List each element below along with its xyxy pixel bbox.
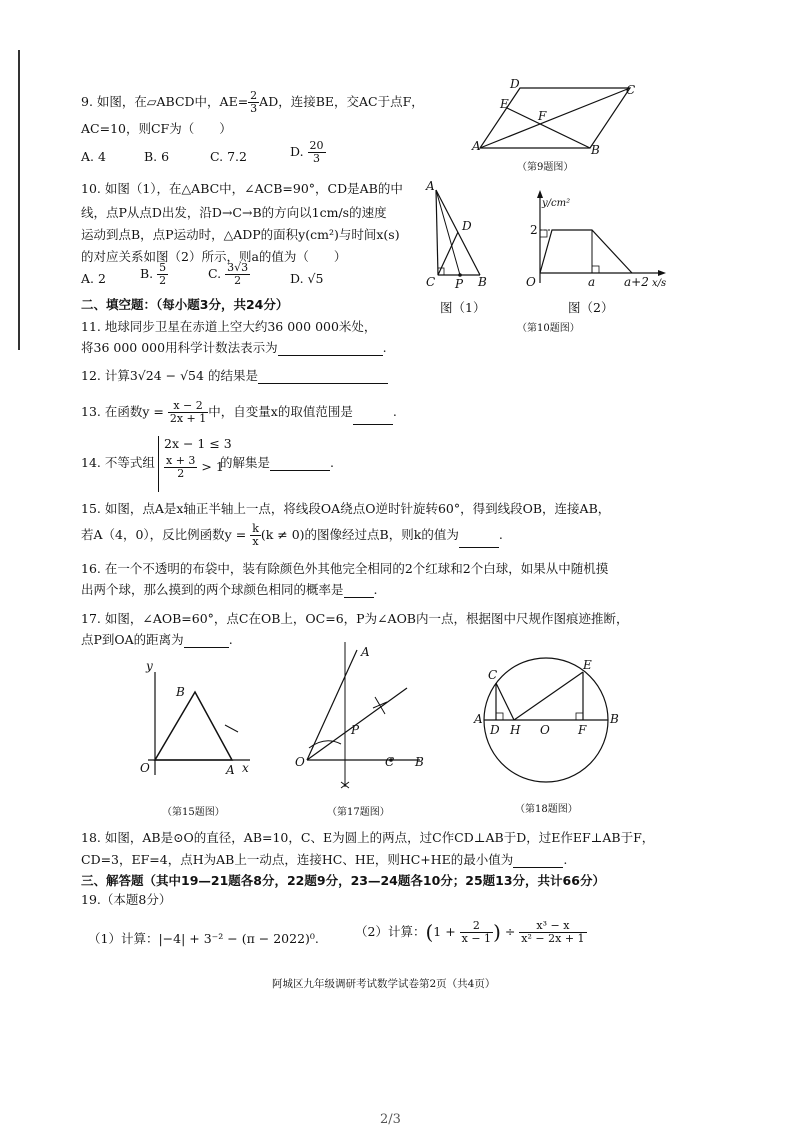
label-e: E bbox=[500, 97, 509, 111]
q10-option-b: B. $\frac{5}{2}$ bbox=[140, 261, 167, 288]
q15-answer-blank bbox=[459, 535, 499, 548]
label-b: B bbox=[176, 685, 185, 699]
q9-figure-caption: （第9题图） bbox=[517, 162, 574, 173]
q9-option-d: D. $\frac{20}{3}$ bbox=[290, 139, 324, 166]
q18-answer-blank bbox=[513, 855, 563, 868]
label-a-plus-2: a+2 bbox=[624, 275, 649, 289]
label-o: O bbox=[540, 723, 550, 737]
label-a: A bbox=[361, 645, 370, 659]
label-c: C bbox=[385, 755, 395, 769]
page-footer: 阿城区九年级调研考试数学试卷第2页（共4页） bbox=[272, 978, 496, 990]
label-o: O bbox=[140, 761, 150, 775]
q19-part2: （2）计算：(1 + $\frac{2}{x - 1}$ ) ÷ $\frac{\text{x³ − x}}{\text{x² − 2x + 1}}$ bbox=[355, 919, 585, 946]
label-a: a bbox=[588, 275, 596, 289]
label-o: O bbox=[526, 275, 536, 289]
label-d: D bbox=[510, 77, 520, 91]
q19-title: 19.（本题8分） bbox=[81, 892, 172, 907]
q14-inequality-2: $\frac{x + 3}{2}$ > 1 bbox=[166, 453, 224, 480]
q14-prefix: 14. 不等式组 bbox=[81, 455, 155, 470]
q12-answer-blank bbox=[258, 371, 388, 384]
label-f: F bbox=[538, 109, 547, 123]
label-a: A bbox=[226, 763, 235, 777]
label-o: O bbox=[295, 755, 305, 769]
q11-line2: 将36 000 000用科学计数法表示为 . bbox=[81, 340, 387, 355]
q15-figure-caption: （第15题图） bbox=[162, 807, 225, 818]
label-c: C bbox=[488, 668, 498, 682]
label-y: y bbox=[146, 659, 153, 673]
label-e: E bbox=[583, 658, 592, 672]
q12-text: 12. 计算3√24 − √54 的结果是 bbox=[81, 368, 388, 384]
q14-inequality-1: 2x − 1 ≤ 3 bbox=[164, 436, 232, 451]
q15-coordinate-figure bbox=[140, 660, 260, 780]
q13-text: 13. 在函数y = $\frac{x - 2}{2x + 1}$ 中，自变量x的取值范围是 . bbox=[81, 399, 397, 426]
label-b: B bbox=[415, 755, 424, 769]
q14-suffix: 的解集是 . bbox=[220, 455, 334, 470]
q10-triangle-figure bbox=[428, 180, 498, 290]
q18-figure-caption: （第18题图） bbox=[515, 804, 578, 815]
q10-fig2-caption: 图（2） bbox=[568, 300, 614, 315]
q10-line4: 的对应关系如图（2）所示，则a的值为（ ） bbox=[81, 249, 347, 264]
q9-line1: 9. 如图，在▱ABCD中，AE= $\frac{2}{3}$ AD，连接BE，交AC于点F， bbox=[81, 89, 424, 116]
section-3-heading: 三、解答题（其中19—21题各8分，22题9分，23—24题各10分；25题13分，共计66分） bbox=[81, 873, 605, 888]
q10-line3: 运动到点B，点P运动时，△ADP的面积y(cm²)与时间x(s) bbox=[81, 227, 400, 242]
q9-option-b: B. 6 bbox=[144, 149, 170, 164]
label-b: B bbox=[591, 143, 600, 157]
q9-parallelogram-figure bbox=[472, 77, 640, 158]
q10-option-d: D. √5 bbox=[290, 271, 324, 286]
q16-line2: 出两个球，那么摸到的两个球颜色相同的概率是 . bbox=[81, 582, 378, 597]
q9-option-c: C. 7.2 bbox=[210, 149, 247, 164]
label-x: x/s bbox=[652, 278, 667, 289]
q10-option-c: C. $\frac{3√3}{2}$ bbox=[208, 261, 249, 288]
q15-line1: 15. 如图，点A是x轴正半轴上一点，将线段OA绕点O逆时针旋转60°，得到线段OB，连接AB， bbox=[81, 501, 611, 516]
page-number: 2/3 bbox=[380, 1112, 401, 1127]
q17-line1: 17. 如图，∠AOB=60°，点C在OB上，OC=6，P为∠AOB内一点，根据图中尺规作图痕迹推断， bbox=[81, 611, 629, 626]
label-two: 2 bbox=[530, 223, 538, 237]
q9-line2: AC=10，则CF为（ ） bbox=[81, 121, 232, 136]
label-a: A bbox=[472, 139, 481, 153]
q10-fig1-caption: 图（1） bbox=[440, 300, 486, 315]
label-h: H bbox=[510, 723, 521, 737]
q10-line2: 线，点P从点D出发，沿D→C→B的方向以1cm/s的速度 bbox=[81, 205, 387, 220]
segment-be bbox=[507, 108, 590, 148]
q13-answer-blank bbox=[353, 412, 393, 425]
label-p: P bbox=[455, 277, 464, 291]
label-c: C bbox=[426, 275, 436, 289]
label-y: y/cm² bbox=[542, 198, 571, 209]
section-2-heading: 二、填空题：（每小题3分，共24分） bbox=[81, 297, 289, 312]
q18-line2: CD=3，EF=4，点H为AB上一动点，连接HC、HE，则HC+HE的最小值为 . bbox=[81, 852, 568, 867]
label-a: A bbox=[474, 712, 483, 726]
label-d: D bbox=[490, 723, 500, 737]
q11-answer-blank bbox=[278, 343, 383, 356]
q16-line1: 16. 在一个不透明的布袋中，装有除颜色外其他完全相同的2个红球和2个白球，如果从中随机摸 bbox=[81, 561, 609, 576]
q10-figure-caption: （第10题图） bbox=[517, 323, 580, 334]
label-d: D bbox=[462, 219, 472, 233]
q19-part1: （1）计算：|−4| + 3⁻² − (π − 2022)⁰. bbox=[88, 931, 319, 946]
q10-graph-figure bbox=[520, 188, 680, 288]
label-x: x bbox=[242, 761, 249, 775]
q14-answer-blank bbox=[270, 458, 330, 471]
q18-line1: 18. 如图，AB是⊙O的直径，AB=10，C、E为圆上的两点，过C作CD⊥AB于D，过E作EF⊥AB于F， bbox=[81, 830, 655, 845]
q17-line2: 点P到OA的距离为 . bbox=[81, 632, 233, 647]
q17-answer-blank bbox=[184, 635, 229, 648]
q16-answer-blank bbox=[344, 585, 374, 598]
label-b: B bbox=[478, 275, 487, 289]
q18-circle-figure bbox=[470, 655, 630, 785]
label-b: B bbox=[610, 712, 619, 726]
q11-line1: 11. 地球同步卫星在赤道上空大约36 000 000米处， bbox=[81, 319, 377, 334]
q17-figure-caption: （第17题图） bbox=[327, 807, 390, 818]
q17-construction-figure bbox=[295, 642, 435, 792]
q10-line1: 10. 如图（1），在△ABC中，∠ACB=90°，CD是AB的中 bbox=[81, 181, 403, 196]
binding-margin-line bbox=[18, 50, 20, 350]
label-p: P bbox=[351, 723, 360, 737]
q9-option-a: A. 4 bbox=[81, 149, 106, 164]
label-f: F bbox=[578, 723, 587, 737]
q15-line2: 若A（4，0），反比例函数y = $\frac{k}{x}$ (k ≠ 0)的图像经过点B，则k的值为 . bbox=[81, 522, 503, 549]
label-c: C bbox=[626, 83, 636, 97]
label-a: A bbox=[426, 179, 435, 193]
q10-option-a: A. 2 bbox=[81, 271, 106, 286]
